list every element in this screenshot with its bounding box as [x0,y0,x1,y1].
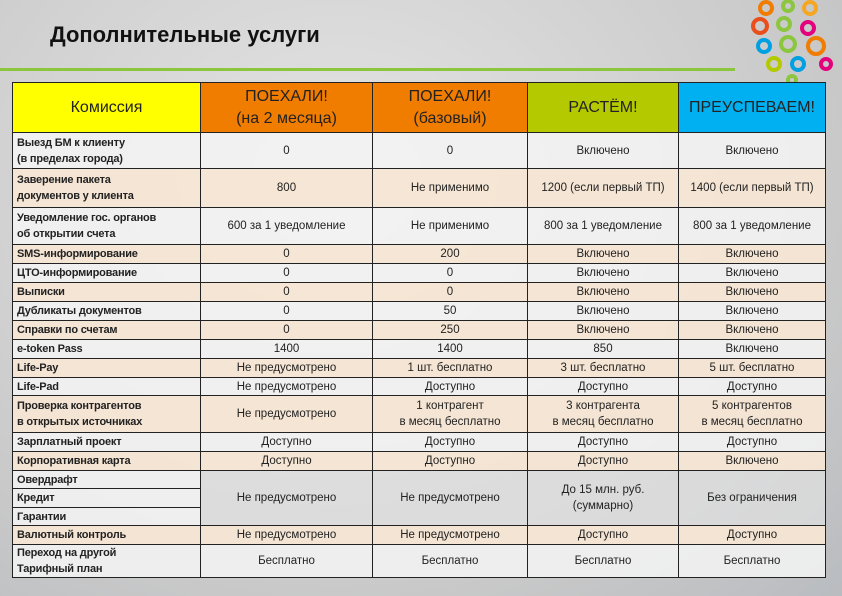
cell-value: Включено [528,245,679,264]
header-poehali-base: ПОЕХАЛИ! (базовый) [373,83,528,133]
cell-value: Доступно [528,433,679,452]
row-label: e-token Pass [13,340,201,359]
table-row [13,396,826,433]
cell-value: Не предусмотрено [373,526,528,545]
cell-value: 5 контрагентов в месяц бесплатно [679,396,826,433]
row-label: Справки по счетам [13,321,201,340]
cell-value: Не предусмотрено [201,471,373,526]
row-label: Овердрафт [13,471,201,489]
cell-value: Не предусмотрено [201,378,373,396]
row-label: Корпоративная карта [13,452,201,471]
cell-value: 800 за 1 уведомление [528,208,679,245]
cell-value: Включено [679,321,826,340]
row-label: Валютный контроль [13,526,201,545]
header-rastem: РАСТЁМ! [528,83,679,133]
row-label: Переход на другой Тарифный план [13,545,201,578]
table-row [13,208,826,245]
cell-value: Включено [679,302,826,321]
cell-value: 850 [528,340,679,359]
row-label: Life-Pad [13,378,201,396]
table-row [13,340,826,359]
brand-logo [748,0,842,85]
cell-value: Бесплатно [201,545,373,578]
cell-value: Бесплатно [373,545,528,578]
table-row [13,378,826,396]
cell-value: Доступно [201,433,373,452]
divider-line [0,68,735,71]
cell-value: Включено [679,133,826,169]
table-row [13,359,826,378]
row-label: Уведомление гос. органов об открытии счета [13,208,201,245]
cell-value: 250 [373,321,528,340]
cell-value: Включено [679,283,826,302]
row-label: Проверка контрагентов в открытых источниках [13,396,201,433]
cell-value: Доступно [679,378,826,396]
cell-value: Не применимо [373,169,528,208]
row-label: Выезд БМ к клиенту (в пределах города) [13,133,201,169]
cell-value: Бесплатно [528,545,679,578]
header-commission: Комиссия [13,83,201,133]
header-poehali-2m: ПОЕХАЛИ! (на 2 месяца) [201,83,373,133]
cell-value: 0 [201,133,373,169]
cell-value: Не предусмотрено [201,396,373,433]
row-label: ЦТО-информирование [13,264,201,283]
cell-value: Не предусмотрено [201,359,373,378]
cell-value: Доступно [373,452,528,471]
cell-value: Включено [679,264,826,283]
page-title: Дополнительные услуги [50,22,320,47]
row-label: SMS-информирование [13,245,201,264]
cell-value: Без ограничения [679,471,826,526]
cell-value: До 15 млн. руб. (суммарно) [528,471,679,526]
cell-value: Доступно [373,378,528,396]
row-label: Life-Pay [13,359,201,378]
services-table [12,82,826,578]
cell-value: Не предусмотрено [373,471,528,526]
cell-value: Включено [528,321,679,340]
cell-value: 1 шт. бесплатно [373,359,528,378]
cell-value: 1400 [201,340,373,359]
cell-value: 1200 (если первый ТП) [528,169,679,208]
cell-value: 3 контрагента в месяц бесплатно [528,396,679,433]
cell-value: 800 за 1 уведомление [679,208,826,245]
header-preuspevaem: ПРЕУСПЕВАЕМ! [679,83,826,133]
row-label: Заверение пакета документов у клиента [13,169,201,208]
cell-value: Доступно [528,452,679,471]
cell-value: 0 [201,302,373,321]
cell-value: 5 шт. бесплатно [679,359,826,378]
cell-value: Бесплатно [679,545,826,578]
cell-value: 800 [201,169,373,208]
table-row [13,133,826,169]
cell-value: 0 [373,133,528,169]
cell-value: 0 [373,264,528,283]
cell-value: Включено [679,245,826,264]
cell-value: Доступно [679,526,826,545]
cell-value: 1400 (если первый ТП) [679,169,826,208]
table-row [13,264,826,283]
cell-value: Не применимо [373,208,528,245]
table-row [13,433,826,452]
cell-value: 3 шт. бесплатно [528,359,679,378]
cell-value: 1400 [373,340,528,359]
cell-value: 0 [201,264,373,283]
cell-value: 1 контрагент в месяц бесплатно [373,396,528,433]
cell-value: Доступно [528,526,679,545]
cell-value: Доступно [679,433,826,452]
cell-value: Включено [679,340,826,359]
row-label: Зарплатный проект [13,433,201,452]
cell-value: Включено [528,264,679,283]
table-row [13,169,826,208]
table-row [13,321,826,340]
cell-value: 50 [373,302,528,321]
row-label: Дубликаты документов [13,302,201,321]
cell-value: Не предусмотрено [201,526,373,545]
cell-value: Включено [528,302,679,321]
table-row [13,245,826,264]
cell-value: Доступно [528,378,679,396]
table-row [13,302,826,321]
cell-value: 0 [201,321,373,340]
cell-value: Доступно [373,433,528,452]
cell-value: 0 [373,283,528,302]
cell-value: Включено [679,452,826,471]
row-label: Выписки [13,283,201,302]
table-row [13,545,826,578]
table-row [13,452,826,471]
row-label: Кредит [13,489,201,508]
cell-value: 200 [373,245,528,264]
table-row [13,526,826,545]
cell-value: Включено [528,133,679,169]
cell-value: Доступно [201,452,373,471]
cell-value: 0 [201,245,373,264]
row-label: Гарантии [13,508,201,526]
cell-value: Включено [528,283,679,302]
table-row [13,471,826,489]
cell-value: 0 [201,283,373,302]
cell-value: 600 за 1 уведомление [201,208,373,245]
table-row [13,283,826,302]
